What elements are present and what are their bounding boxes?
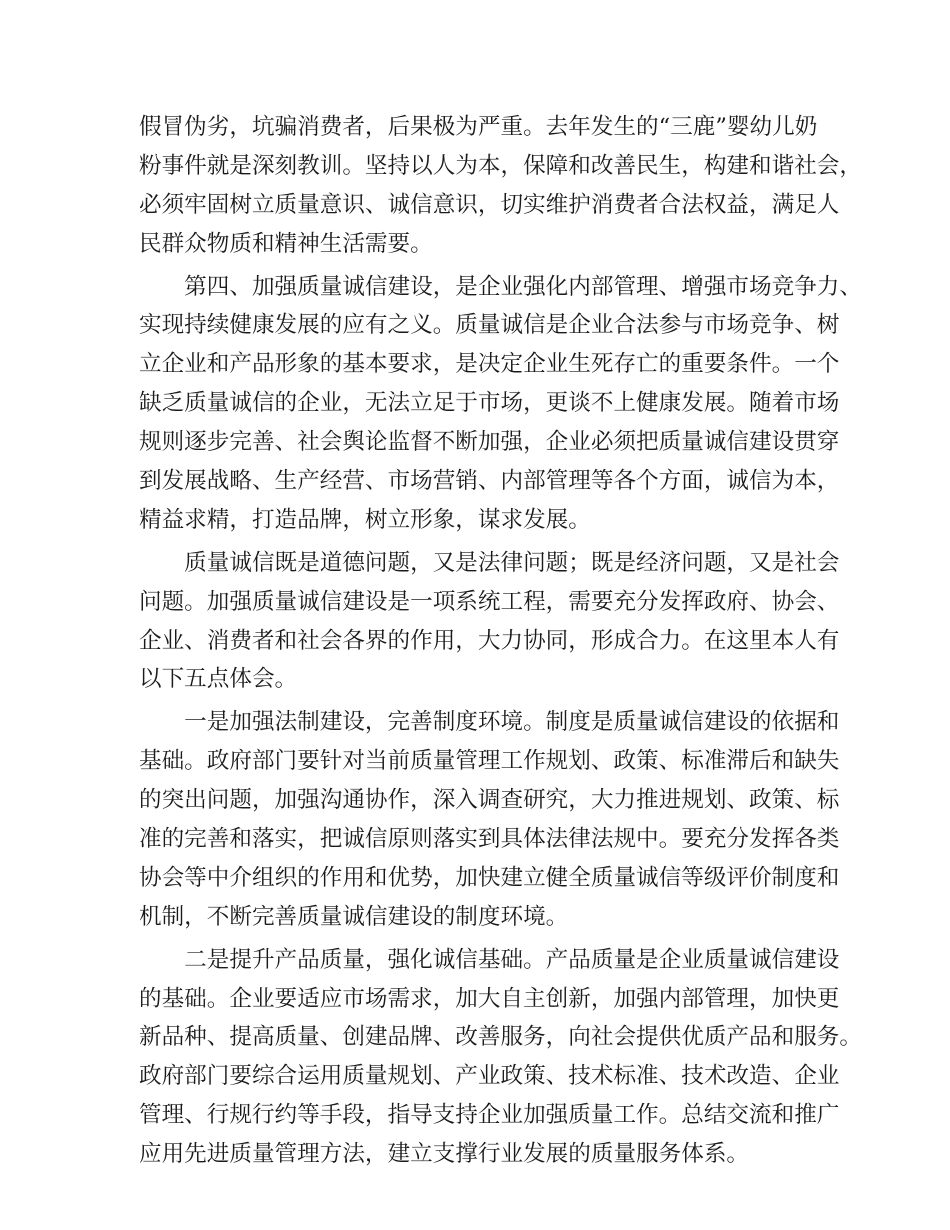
text-line: 民群众物质和精神生活需要。 [139,230,433,257]
text-line: 政府部门要综合运用质量规划、产业政策、技术标准、技术改造、企业 [139,1063,840,1090]
text-line: 规则逐步完善、社会舆论监督不断加强，企业必须把质量诚信建设贯穿 [139,429,840,456]
text-line: 基础。政府部门要针对当前质量管理工作规划、政策、标准滞后和缺失 [139,748,840,775]
text-line: 的突出问题，加强沟通协作，深入调查研究，大力推进规划、政策、标 [139,787,840,814]
text-line: 新品种、提高质量、创建品牌、改善服务，向社会提供优质产品和服务。 [139,1024,862,1051]
paragraph [139,108,862,264]
paragraph [139,544,840,700]
paragraph [139,941,862,1174]
paragraph [139,268,862,540]
text-line: 企业、消费者和社会各界的作用，大力协同，形成合力。在这里本人有 [139,627,840,654]
text-line: 必须牢固树立质量意识、诚信意识，切实维护消费者合法权益，满足人 [139,191,840,218]
text-line: 准的完善和落实，把诚信原则落实到具体法律法规中。要充分发挥各类 [139,826,840,853]
document-body [139,108,862,1174]
text-line: 假冒伪劣，坑骗消费者，后果极为严重。去年发生的“三鹿”婴幼儿奶 [139,114,818,140]
paragraph [139,703,840,936]
text-line: 问题。加强质量诚信建设是一项系统工程，需要充分发挥政府、协会、 [139,588,840,615]
text-line: 立企业和产品形象的基本要求，是决定企业生死存亡的重要条件。一个 [139,351,840,378]
text-line: 管理、行规行约等手段，指导支持企业加强质量工作。总结交流和推广 [139,1102,840,1129]
text-line: 以下五点体会。 [139,666,298,693]
text-line: 机制，不断完善质量诚信建设的制度环境。 [139,903,569,930]
text-line: 的基础。企业要适应市场需求，加大自主创新，加强内部管理，加快更 [139,985,840,1012]
text-line: 到发展战略、生产经营、市场营销、内部管理等各个方面，诚信为本， [139,468,840,495]
text-line: 协会等中介组织的作用和优势，加快建立健全质量诚信等级评价制度和 [139,864,840,891]
text-line: 第四、加强质量诚信建设，是企业强化内部管理、增强市场竞争力、 [139,273,862,300]
text-line: 缺乏质量诚信的企业，无法立足于市场，更谈不上健康发展。随着市场 [139,390,840,417]
text-line: 粉事件就是深刻教训。坚持以人为本，保障和改善民生，构建和谐社会， [139,152,862,179]
text-line: 一是加强法制建设，完善制度环境。制度是质量诚信建设的依据和 [139,709,840,736]
text-line: 二是提升产品质量，强化诚信基础。产品质量是企业质量诚信建设 [139,946,840,973]
text-line: 质量诚信既是道德问题，又是法律问题；既是经济问题，又是社会 [139,549,840,576]
text-line: 实现持续健康发展的应有之义。质量诚信是企业合法参与市场竞争、树 [139,312,840,339]
text-line: 应用先进质量管理方法，建立支撑行业发展的质量服务体系。 [139,1141,750,1168]
text-line: 精益求精，打造品牌，树立形象，谋求发展。 [139,506,591,533]
